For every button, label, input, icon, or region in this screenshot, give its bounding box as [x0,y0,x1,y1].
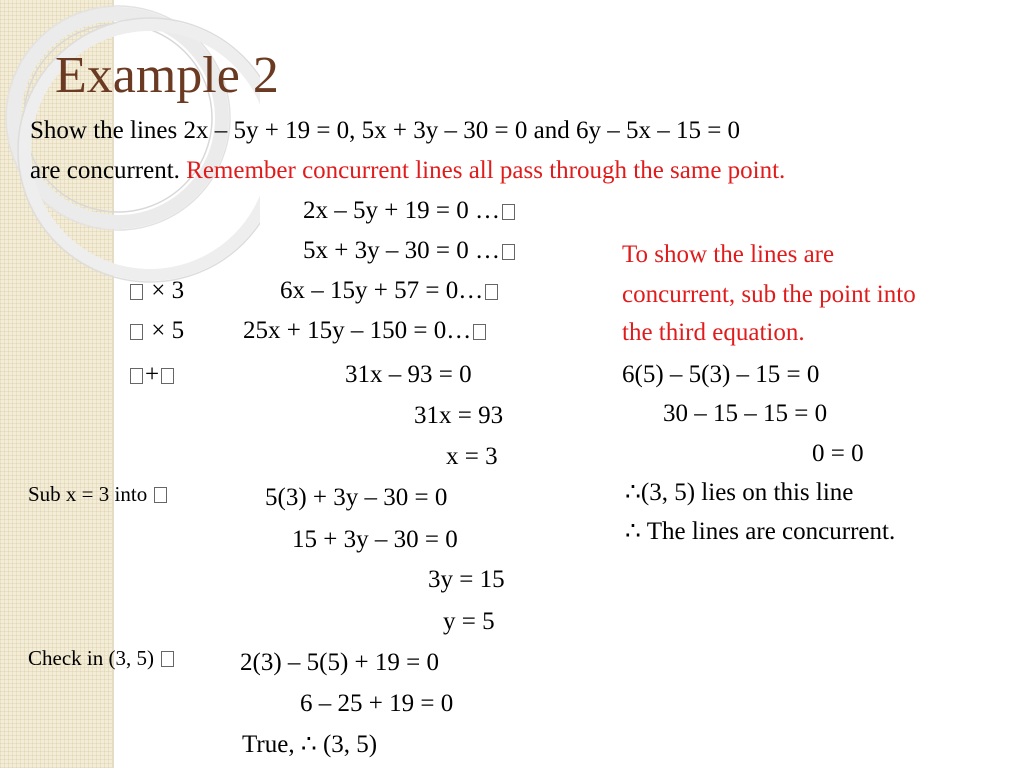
op-text: × 3 [151,277,185,304]
check-label-text: Check in (3, 5) [28,646,154,670]
check-label [28,648,176,669]
equation-13: 6 – 25 + 19 = 0 [300,690,454,717]
equation-ref-box [161,368,174,384]
equation-ref-box [473,324,486,340]
equation-ref-box [130,368,143,384]
equation-6: 31x = 93 [414,402,504,429]
op-label-4 [128,318,184,343]
equation-9: 15 + 3y – 30 = 0 [292,526,458,553]
equation-text: 25x + 15y – 150 = 0… [243,317,472,344]
intro-line-2 [30,158,785,183]
equation-ref-box [502,204,515,220]
equation-ref-box [161,651,174,667]
check-equation-1: 6(5) – 5(3) – 15 = 0 [622,361,820,388]
check-equation-2: 30 – 15 – 15 = 0 [663,400,828,427]
op-label-add [128,362,176,387]
equation-ref-box [154,487,167,503]
concurrent-reminder: Remember concurrent lines all pass through the same point. [186,157,786,184]
equation-4 [243,318,488,343]
equation-text: 5x + 3y – 30 = 0 … [303,237,500,264]
equation-14: True, ∴ (3, 5) [242,731,378,758]
conclusion-1: ∴(3, 5) lies on this line [625,479,854,506]
equation-11: y = 5 [443,608,495,635]
equation-12: 2(3) – 5(5) + 19 = 0 [240,649,439,676]
conclusion-2: ∴ The lines are concurrent. [625,518,896,545]
equation-10: 3y = 15 [428,566,505,593]
sub-label-text: Sub x = 3 into [28,482,148,506]
equation-ref-box [485,284,498,300]
decorative-circles [0,0,260,300]
op-text: + [145,361,160,388]
intro-text: are concurrent. [30,157,187,184]
intro-line-1: Show the lines 2x – 5y + 19 = 0, 5x + 3y – 30 = 0 and 6y – 5x – 15 = 0 [30,117,741,144]
note-line-1: To show the lines are [622,241,835,268]
note-line-2: concurrent, sub the point into [622,281,916,308]
op-label-3 [128,278,184,303]
equation-2 [303,238,517,263]
note-line-3: the third equation. [622,319,805,346]
slide-title: Example 2 [55,47,279,104]
equation-ref-box [130,324,143,340]
equation-5: 31x – 93 = 0 [345,361,472,388]
equation-text: 6x – 15y + 57 = 0… [280,277,484,304]
equation-text: 2x – 5y + 19 = 0 … [303,197,500,224]
equation-1 [303,198,517,223]
equation-ref-box [502,244,515,260]
sub-label [28,484,169,505]
op-text: × 5 [151,317,185,344]
equation-ref-box [130,284,143,300]
equation-3 [280,278,500,303]
equation-7: x = 3 [446,443,498,470]
equation-8: 5(3) + 3y – 30 = 0 [265,484,448,511]
check-equation-3: 0 = 0 [812,440,864,467]
